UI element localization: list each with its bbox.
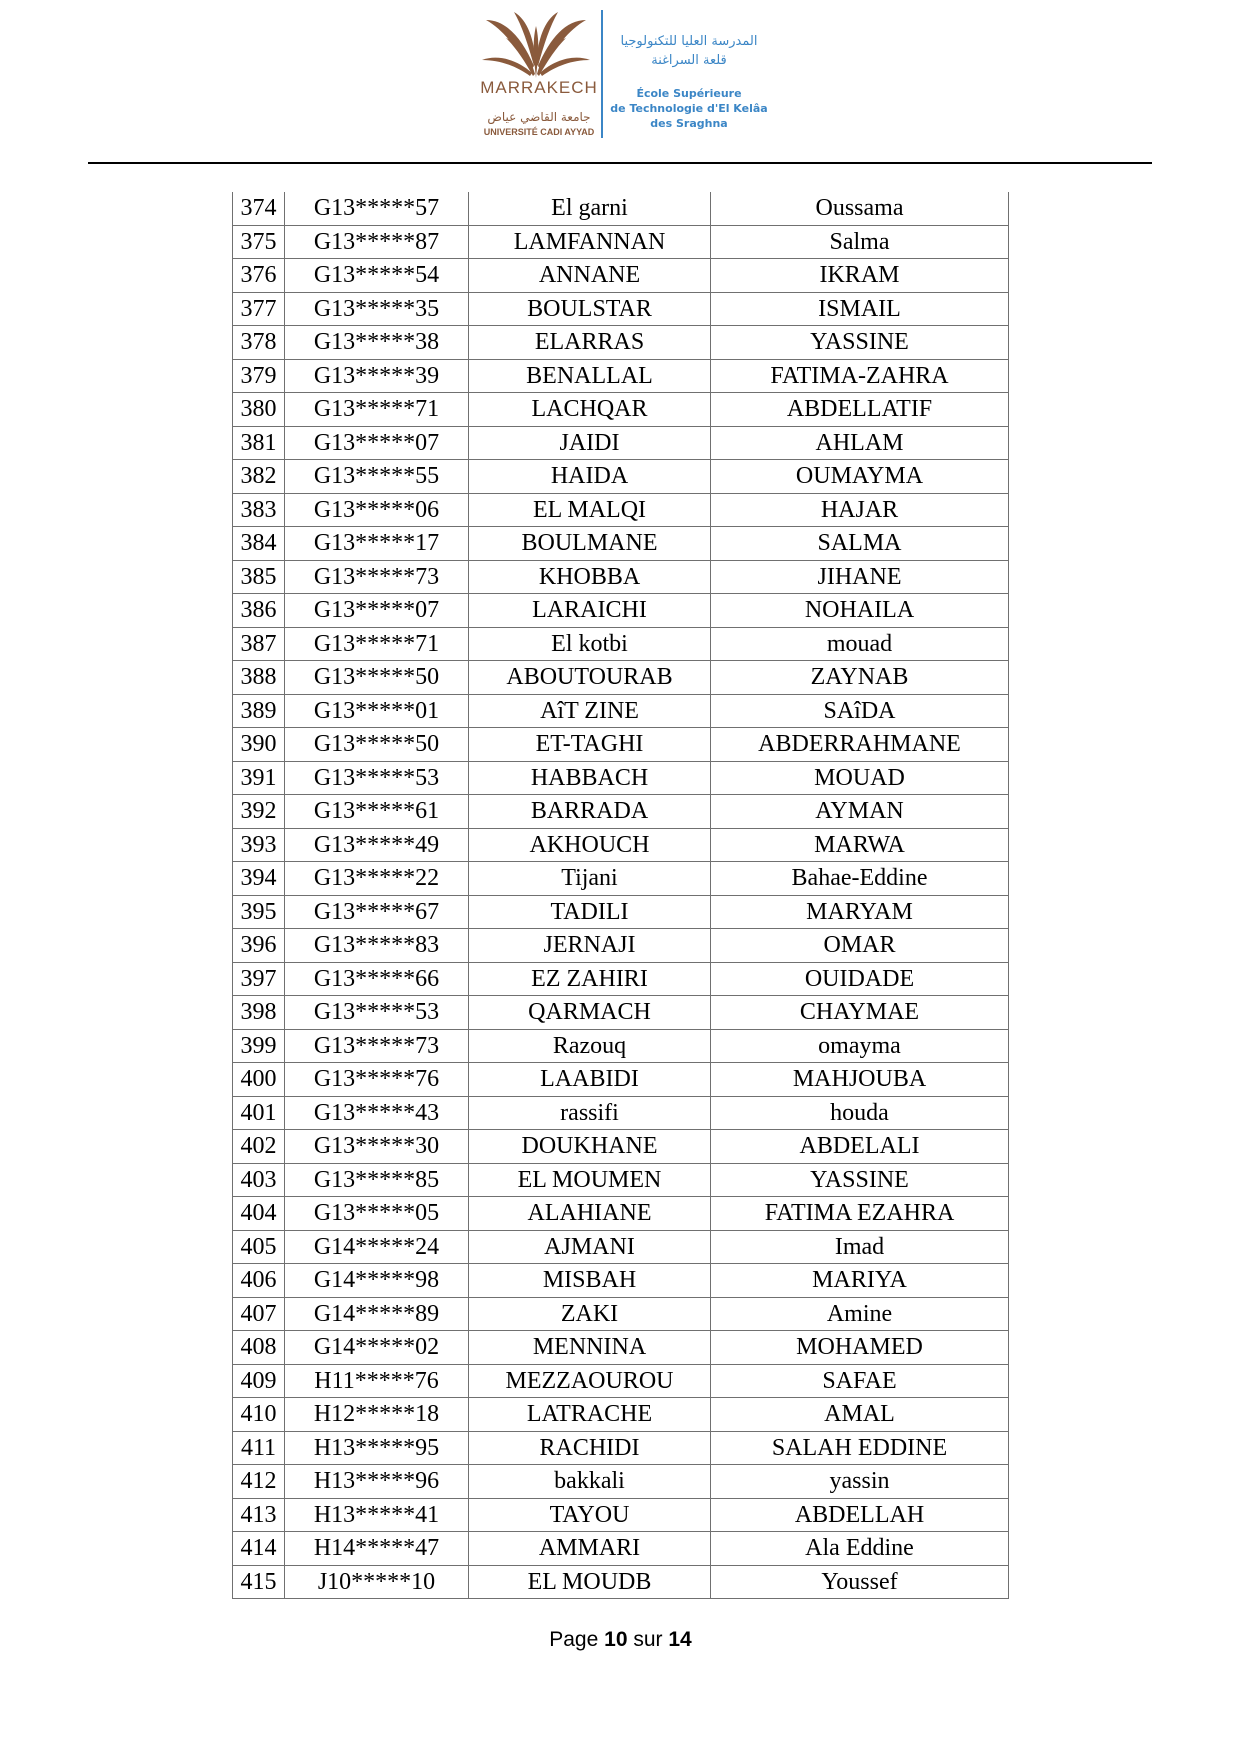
row-number-cell: 411 xyxy=(233,1431,285,1465)
last-name-cell: ANNANE xyxy=(469,259,711,293)
last-name-cell: bakkali xyxy=(469,1465,711,1499)
row-number-cell: 376 xyxy=(233,259,285,293)
school-name-french-line2: de Technologie d'El Kelâa xyxy=(610,102,768,115)
table-row xyxy=(233,661,1009,695)
row-number-cell: 412 xyxy=(233,1465,285,1499)
last-name-cell: LARAICHI xyxy=(469,594,711,628)
table-row xyxy=(233,862,1009,896)
cin-cell: H12*****18 xyxy=(285,1398,469,1432)
last-name-cell: EZ ZAHIRI xyxy=(469,962,711,996)
cin-cell: G13*****61 xyxy=(285,795,469,829)
school-name-arabic-line1: المدرسة العليا للتكنولوجيا xyxy=(620,34,758,49)
first-name-cell: YASSINE xyxy=(711,1163,1009,1197)
cin-cell: G13*****53 xyxy=(285,761,469,795)
first-name-cell: Youssef xyxy=(711,1565,1009,1599)
row-number-cell: 384 xyxy=(233,527,285,561)
table-row xyxy=(233,1431,1009,1465)
last-name-cell: rassifi xyxy=(469,1096,711,1130)
last-name-cell: ET-TAGHI xyxy=(469,728,711,762)
cin-cell: G13*****76 xyxy=(285,1063,469,1097)
footer-page-word: Page xyxy=(549,1628,599,1651)
cin-cell: G13*****57 xyxy=(285,192,469,225)
row-number-cell: 380 xyxy=(233,393,285,427)
cin-cell: G13*****71 xyxy=(285,393,469,427)
row-number-cell: 389 xyxy=(233,694,285,728)
row-number-cell: 405 xyxy=(233,1230,285,1264)
last-name-cell: LACHQAR xyxy=(469,393,711,427)
first-name-cell: AYMAN xyxy=(711,795,1009,829)
row-number-cell: 406 xyxy=(233,1264,285,1298)
first-name-cell: Imad xyxy=(711,1230,1009,1264)
row-number-cell: 377 xyxy=(233,292,285,326)
school-name-french-line3: des Sraghna xyxy=(650,117,728,130)
last-name-cell: AîT ZINE xyxy=(469,694,711,728)
last-name-cell: ABOUTOURAB xyxy=(469,661,711,695)
last-name-cell: EL MOUMEN xyxy=(469,1163,711,1197)
last-name-cell: MISBAH xyxy=(469,1264,711,1298)
table-row xyxy=(233,694,1009,728)
first-name-cell: Ala Eddine xyxy=(711,1532,1009,1566)
first-name-cell: ABDELLAH xyxy=(711,1498,1009,1532)
last-name-cell: MEZZAOUROU xyxy=(469,1364,711,1398)
first-name-cell: YASSINE xyxy=(711,326,1009,360)
row-number-cell: 388 xyxy=(233,661,285,695)
cin-cell: G13*****83 xyxy=(285,929,469,963)
student-list xyxy=(232,192,1009,1599)
table-row xyxy=(233,728,1009,762)
row-number-cell: 401 xyxy=(233,1096,285,1130)
cin-cell: G13*****22 xyxy=(285,862,469,896)
cin-cell: G13*****53 xyxy=(285,996,469,1030)
row-number-cell: 383 xyxy=(233,493,285,527)
row-number-cell: 392 xyxy=(233,795,285,829)
table-row xyxy=(233,1297,1009,1331)
row-number-cell: 382 xyxy=(233,460,285,494)
first-name-cell: NOHAILA xyxy=(711,594,1009,628)
table-row xyxy=(233,493,1009,527)
cin-cell: G14*****02 xyxy=(285,1331,469,1365)
first-name-cell: Amine xyxy=(711,1297,1009,1331)
table-row xyxy=(233,929,1009,963)
cin-cell: G13*****07 xyxy=(285,426,469,460)
first-name-cell: SALAH EDDINE xyxy=(711,1431,1009,1465)
row-number-cell: 390 xyxy=(233,728,285,762)
cin-cell: G13*****39 xyxy=(285,359,469,393)
row-number-cell: 414 xyxy=(233,1532,285,1566)
last-name-cell: EL MALQI xyxy=(469,493,711,527)
last-name-cell: Tijani xyxy=(469,862,711,896)
row-number-cell: 393 xyxy=(233,828,285,862)
table-row xyxy=(233,761,1009,795)
cin-cell: G13*****17 xyxy=(285,527,469,561)
student-table xyxy=(232,192,1009,1599)
cin-cell: H13*****95 xyxy=(285,1431,469,1465)
table-row xyxy=(233,795,1009,829)
last-name-cell: BOULMANE xyxy=(469,527,711,561)
row-number-cell: 415 xyxy=(233,1565,285,1599)
last-name-cell: Razouq xyxy=(469,1029,711,1063)
university-logo-icon xyxy=(476,8,596,80)
last-name-cell: HAIDA xyxy=(469,460,711,494)
last-name-cell: ZAKI xyxy=(469,1297,711,1331)
cin-cell: G13*****73 xyxy=(285,560,469,594)
page-footer xyxy=(0,1628,1241,1652)
table-row xyxy=(233,1565,1009,1599)
table-row xyxy=(233,996,1009,1030)
first-name-cell: Bahae-Eddine xyxy=(711,862,1009,896)
last-name-cell: EL MOUDB xyxy=(469,1565,711,1599)
first-name-cell: OUMAYMA xyxy=(711,460,1009,494)
table-row xyxy=(233,192,1009,225)
school-name-arabic-line2: قلعة السراغنة xyxy=(651,53,727,68)
cin-cell: G13*****30 xyxy=(285,1130,469,1164)
row-number-cell: 404 xyxy=(233,1197,285,1231)
first-name-cell: MAHJOUBA xyxy=(711,1063,1009,1097)
first-name-cell: ABDELALI xyxy=(711,1130,1009,1164)
table-row xyxy=(233,962,1009,996)
table-row xyxy=(233,393,1009,427)
school-name-french xyxy=(604,86,774,131)
last-name-cell: JERNAJI xyxy=(469,929,711,963)
first-name-cell: houda xyxy=(711,1096,1009,1130)
table-row xyxy=(233,1465,1009,1499)
row-number-cell: 407 xyxy=(233,1297,285,1331)
row-number-cell: 408 xyxy=(233,1331,285,1365)
row-number-cell: 399 xyxy=(233,1029,285,1063)
cin-cell: G13*****87 xyxy=(285,225,469,259)
table-row xyxy=(233,1264,1009,1298)
cin-cell: J10*****10 xyxy=(285,1565,469,1599)
table-row xyxy=(233,359,1009,393)
row-number-cell: 386 xyxy=(233,594,285,628)
cin-cell: H13*****41 xyxy=(285,1498,469,1532)
last-name-cell: AKHOUCH xyxy=(469,828,711,862)
first-name-cell: MOUAD xyxy=(711,761,1009,795)
last-name-cell: KHOBBA xyxy=(469,560,711,594)
table-row xyxy=(233,627,1009,661)
first-name-cell: CHAYMAE xyxy=(711,996,1009,1030)
table-row xyxy=(233,560,1009,594)
cin-cell: G14*****89 xyxy=(285,1297,469,1331)
cin-cell: G13*****71 xyxy=(285,627,469,661)
logo-divider xyxy=(601,10,603,138)
row-number-cell: 409 xyxy=(233,1364,285,1398)
table-row xyxy=(233,1130,1009,1164)
cin-cell: G13*****07 xyxy=(285,594,469,628)
first-name-cell: MOHAMED xyxy=(711,1331,1009,1365)
first-name-cell: FATIMA-ZAHRA xyxy=(711,359,1009,393)
page-header xyxy=(0,0,1241,165)
cin-cell: G13*****43 xyxy=(285,1096,469,1130)
last-name-cell: BENALLAL xyxy=(469,359,711,393)
logo-city-text: MARRAKECH xyxy=(480,78,598,97)
first-name-cell: AMAL xyxy=(711,1398,1009,1432)
row-number-cell: 375 xyxy=(233,225,285,259)
cin-cell: G13*****67 xyxy=(285,895,469,929)
footer-of-word: sur xyxy=(633,1628,663,1651)
row-number-cell: 381 xyxy=(233,426,285,460)
row-number-cell: 387 xyxy=(233,627,285,661)
row-number-cell: 379 xyxy=(233,359,285,393)
row-number-cell: 385 xyxy=(233,560,285,594)
cin-cell: G13*****50 xyxy=(285,661,469,695)
table-row xyxy=(233,895,1009,929)
logo-university-arabic: جامعة القاضي عياض xyxy=(487,110,591,124)
table-row xyxy=(233,1163,1009,1197)
first-name-cell: ABDERRAHMANE xyxy=(711,728,1009,762)
first-name-cell: ZAYNAB xyxy=(711,661,1009,695)
last-name-cell: LAMFANNAN xyxy=(469,225,711,259)
table-row xyxy=(233,1029,1009,1063)
table-row xyxy=(233,292,1009,326)
cin-cell: G14*****24 xyxy=(285,1230,469,1264)
cin-cell: G13*****66 xyxy=(285,962,469,996)
table-row xyxy=(233,225,1009,259)
row-number-cell: 396 xyxy=(233,929,285,963)
first-name-cell: SAFAE xyxy=(711,1364,1009,1398)
first-name-cell: AHLAM xyxy=(711,426,1009,460)
table-row xyxy=(233,1230,1009,1264)
cin-cell: H13*****96 xyxy=(285,1465,469,1499)
first-name-cell: Salma xyxy=(711,225,1009,259)
cin-cell: G13*****38 xyxy=(285,326,469,360)
last-name-cell: AMMARI xyxy=(469,1532,711,1566)
cin-cell: G13*****49 xyxy=(285,828,469,862)
table-row xyxy=(233,1197,1009,1231)
table-row xyxy=(233,460,1009,494)
cin-cell: G13*****06 xyxy=(285,493,469,527)
cin-cell: G13*****55 xyxy=(285,460,469,494)
cin-cell: G13*****05 xyxy=(285,1197,469,1231)
cin-cell: H14*****47 xyxy=(285,1532,469,1566)
footer-page-number: 10 xyxy=(604,1628,628,1651)
row-number-cell: 410 xyxy=(233,1398,285,1432)
first-name-cell: MARYAM xyxy=(711,895,1009,929)
row-number-cell: 400 xyxy=(233,1063,285,1097)
first-name-cell: SAîDA xyxy=(711,694,1009,728)
row-number-cell: 394 xyxy=(233,862,285,896)
last-name-cell: El kotbi xyxy=(469,627,711,661)
last-name-cell: HABBACH xyxy=(469,761,711,795)
logo-university-french: UNIVERSITÉ CADI AYYAD xyxy=(483,127,595,137)
first-name-cell: MARWA xyxy=(711,828,1009,862)
last-name-cell: MENNINA xyxy=(469,1331,711,1365)
first-name-cell: IKRAM xyxy=(711,259,1009,293)
last-name-cell: DOUKHANE xyxy=(469,1130,711,1164)
last-name-cell: TAYOU xyxy=(469,1498,711,1532)
row-number-cell: 395 xyxy=(233,895,285,929)
last-name-cell: ELARRAS xyxy=(469,326,711,360)
table-row xyxy=(233,1498,1009,1532)
table-row xyxy=(233,326,1009,360)
table-row xyxy=(233,1063,1009,1097)
table-row xyxy=(233,594,1009,628)
first-name-cell: MARIYA xyxy=(711,1264,1009,1298)
last-name-cell: ALAHIANE xyxy=(469,1197,711,1231)
last-name-cell: QARMACH xyxy=(469,996,711,1030)
last-name-cell: BOULSTAR xyxy=(469,292,711,326)
school-name-french-line1: École Supérieure xyxy=(636,87,742,100)
last-name-cell: JAIDI xyxy=(469,426,711,460)
first-name-cell: yassin xyxy=(711,1465,1009,1499)
table-row xyxy=(233,259,1009,293)
table-row xyxy=(233,1364,1009,1398)
first-name-cell: SALMA xyxy=(711,527,1009,561)
last-name-cell: LATRACHE xyxy=(469,1398,711,1432)
row-number-cell: 374 xyxy=(233,192,285,225)
table-row xyxy=(233,828,1009,862)
table-row xyxy=(233,1532,1009,1566)
cin-cell: G13*****85 xyxy=(285,1163,469,1197)
last-name-cell: TADILI xyxy=(469,895,711,929)
table-row xyxy=(233,1331,1009,1365)
first-name-cell: JIHANE xyxy=(711,560,1009,594)
header-rule xyxy=(88,162,1152,164)
cin-cell: G13*****73 xyxy=(285,1029,469,1063)
row-number-cell: 397 xyxy=(233,962,285,996)
first-name-cell: Oussama xyxy=(711,192,1009,225)
cin-cell: G13*****01 xyxy=(285,694,469,728)
last-name-cell: BARRADA xyxy=(469,795,711,829)
first-name-cell: mouad xyxy=(711,627,1009,661)
last-name-cell: El garni xyxy=(469,192,711,225)
table-row xyxy=(233,1096,1009,1130)
footer-page-total: 14 xyxy=(668,1628,692,1651)
last-name-cell: LAABIDI xyxy=(469,1063,711,1097)
first-name-cell: FATIMA EZAHRA xyxy=(711,1197,1009,1231)
cin-cell: G14*****98 xyxy=(285,1264,469,1298)
last-name-cell: RACHIDI xyxy=(469,1431,711,1465)
row-number-cell: 391 xyxy=(233,761,285,795)
first-name-cell: HAJAR xyxy=(711,493,1009,527)
first-name-cell: OMAR xyxy=(711,929,1009,963)
table-row xyxy=(233,1398,1009,1432)
row-number-cell: 403 xyxy=(233,1163,285,1197)
first-name-cell: OUIDADE xyxy=(711,962,1009,996)
cin-cell: G13*****54 xyxy=(285,259,469,293)
row-number-cell: 378 xyxy=(233,326,285,360)
cin-cell: G13*****35 xyxy=(285,292,469,326)
cin-cell: G13*****50 xyxy=(285,728,469,762)
first-name-cell: omayma xyxy=(711,1029,1009,1063)
student-table-body xyxy=(233,192,1009,1599)
cin-cell: H11*****76 xyxy=(285,1364,469,1398)
first-name-cell: ISMAIL xyxy=(711,292,1009,326)
table-row xyxy=(233,426,1009,460)
first-name-cell: ABDELLATIF xyxy=(711,393,1009,427)
school-name-arabic xyxy=(604,32,774,70)
row-number-cell: 398 xyxy=(233,996,285,1030)
last-name-cell: AJMANI xyxy=(469,1230,711,1264)
table-row xyxy=(233,527,1009,561)
row-number-cell: 402 xyxy=(233,1130,285,1164)
row-number-cell: 413 xyxy=(233,1498,285,1532)
